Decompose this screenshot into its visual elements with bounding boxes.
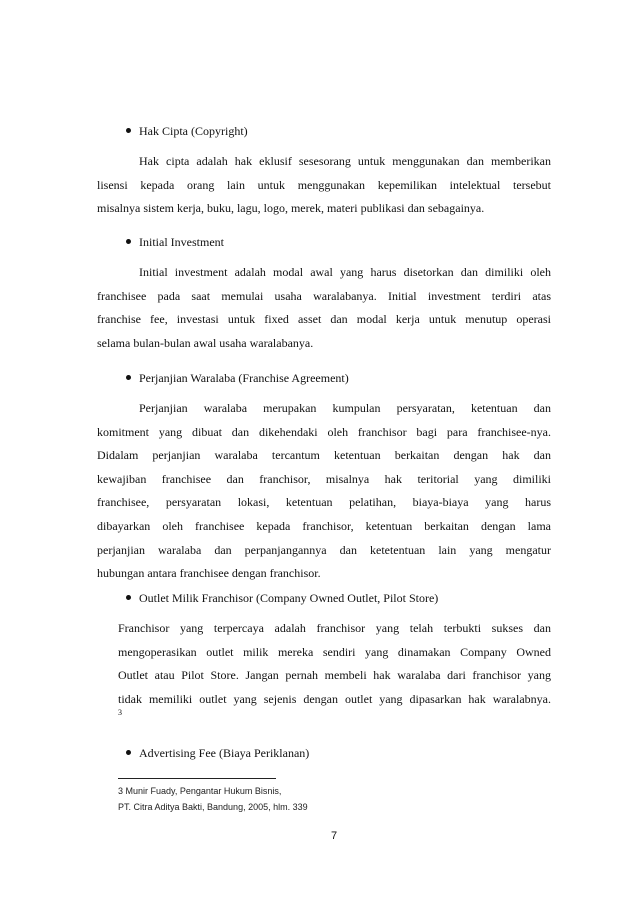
bullet-icon xyxy=(126,595,131,600)
bullet-heading-perjanjian-waralaba: Perjanjian Waralaba (Franchise Agreement) xyxy=(139,371,349,385)
bullet-icon xyxy=(126,375,131,380)
paragraph-line: Didalam perjanjian waralaba tercantum ketentuan berkaitan dengan hak dan xyxy=(97,448,551,463)
paragraph-line: Initial investment adalah modal awal yang harus disetorkan dan dimiliki oleh xyxy=(139,265,551,279)
footnote-line-2: PT. Citra Aditya Bakti, Bandung, 2005, hlm. 339 xyxy=(118,802,308,812)
footnote-line-1: 3 Munir Fuady, Pengantar Hukum Bisnis, xyxy=(118,786,282,796)
paragraph-line: komitment yang dibuat dan dikehendaki oleh franchisor bagi para franchisee-nya. xyxy=(97,424,551,439)
paragraph-perjanjian-waralaba xyxy=(97,397,551,586)
paragraph-line: mengoperasikan outlet milik mereka sendiri yang dinamakan Company Owned xyxy=(118,644,551,659)
paragraph-line: franchise fee, investasi untuk fixed asset dan modal kerja untuk menutup operasi xyxy=(97,312,551,327)
bullet-icon xyxy=(126,239,131,244)
paragraph-line: Hak cipta adalah hak eklusif sesesorang untuk menggunakan dan memberikan xyxy=(139,154,551,168)
footnote-reference: 3 xyxy=(118,708,122,717)
bullet-heading-hak-cipta: Hak Cipta (Copyright) xyxy=(139,124,248,138)
paragraph-line: kewajiban franchisee dan franchisor, misalnya hak teritorial yang dimiliki xyxy=(97,471,551,486)
paragraph-line: tidak memiliki outlet yang sejenis dengan outlet yang dipasarkan hak waralabnya. xyxy=(118,691,551,706)
paragraph-line: misalnya sistem kerja, buku, lagu, logo, merek, materi publikasi dan sebagainya. xyxy=(97,201,485,216)
bullet-icon xyxy=(126,128,131,133)
paragraph-hak-cipta xyxy=(97,150,551,221)
footnote-divider xyxy=(118,778,276,779)
bullet-icon xyxy=(126,750,131,755)
bullet-heading-initial-investment: Initial Investment xyxy=(139,235,224,249)
paragraph-line: franchisee pada saat memulai usaha waralabanya. Initial investment terdiri atas xyxy=(97,288,551,303)
paragraph-line: hubungan antara franchisee dengan franchisor. xyxy=(97,566,321,581)
paragraph-line: Outlet atau Pilot Store. Jangan pernah membeli hak waralaba dari franchisor yang xyxy=(118,668,551,683)
paragraph-line: lisensi kepada orang lain untuk menggunakan kepemilikan intelektual tersebut xyxy=(97,177,551,192)
paragraph-line: franchisee, persyaratan lokasi, ketentuan pelatihan, biaya-biaya yang harus xyxy=(97,495,551,510)
bullet-heading-outlet-milik-franchisor: Outlet Milik Franchisor (Company Owned Outlet, Pilot Store) xyxy=(139,591,438,605)
paragraph-line: Franchisor yang terpercaya adalah franchisor yang telah terbukti sukses dan xyxy=(118,621,551,635)
page-number: 7 xyxy=(331,830,338,842)
bullet-heading-advertising-fee: Advertising Fee (Biaya Periklanan) xyxy=(139,746,309,760)
paragraph-line: selama bulan-bulan awal usaha waralabanya. xyxy=(97,335,314,350)
paragraph-line: perjanjian waralaba dan perpanjangannya dan ketetentuan lain yang mengatur xyxy=(97,542,551,557)
paragraph-initial-investment xyxy=(97,261,551,355)
paragraph-outlet-milik-franchisor xyxy=(118,617,551,711)
paragraph-line: Perjanjian waralaba merupakan kumpulan persyaratan, ketentuan dan xyxy=(139,401,551,415)
paragraph-line: dibayarkan oleh franchisee kepada franchisor, ketentuan berkaitan dengan lama xyxy=(97,518,551,533)
